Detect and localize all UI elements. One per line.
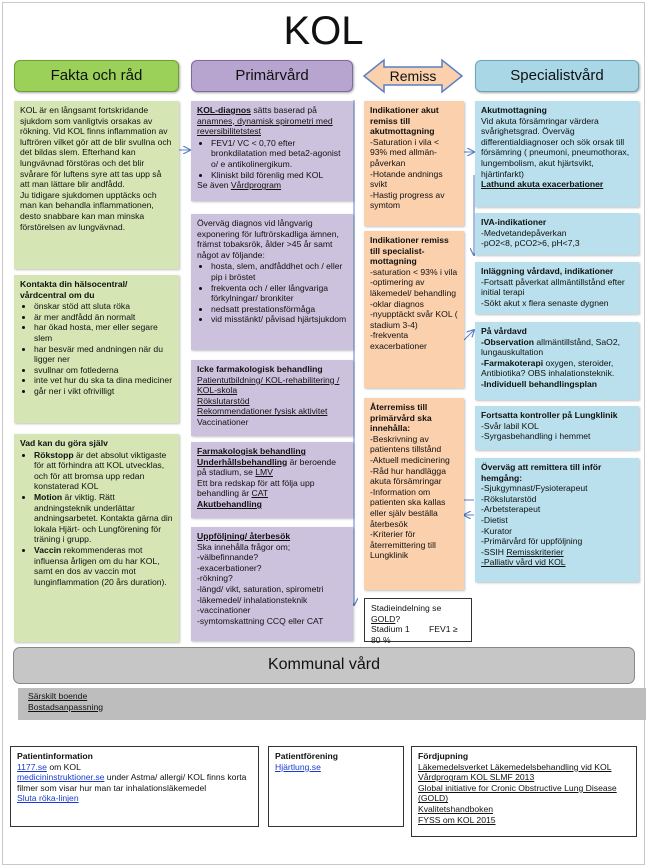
gold-link[interactable]: GOLD [371,613,396,624]
remittera-line: -Dietist [481,514,508,525]
lmv-link[interactable]: LMV [255,467,273,478]
remiss-spec-line: -frekventa exacerbationer [370,330,427,351]
patientinfo-title: Patientinformation [17,751,93,761]
kol-diagnos-link[interactable]: KOL-diagnos [197,105,251,115]
icke-farm-box [191,360,353,436]
vaccin-text: rekommenderas mot influensa årligen om du har KOL, samt en dos av vaccin mot lunginflammation (20 års duration). [34,544,167,587]
remiss-akut-title: Indikationer akut remiss till akutmottagning [370,105,439,137]
remiss-spec-title: Indikationer remiss till specialist-mottagning [370,235,449,267]
aterremiss-line: -Kriterier för återremittering till Lungklinik [370,529,436,561]
fortsatta-line: -Svår labil KOL [481,420,539,431]
remittera-line: -Rökslutarstöd [481,493,537,504]
aterremiss-line: -Beskrivning av patientens tillstånd [370,433,442,455]
fyss-link[interactable]: FYSS om KOL 2015 [418,814,496,825]
stadium-name: Stadium 1 [371,624,410,635]
header-primarvard: Primärvård [191,60,353,92]
pa-vardavd-box [475,322,639,400]
bostadsanpassning-link[interactable]: Bostadsanpassning [28,701,104,712]
inlaggning-line: -Fortsatt påverkat allmäntillstånd efter initial terapi [481,276,625,298]
aterremiss-title: Återremiss till primärvård ska innehålla: [370,402,432,434]
kontakta-list [20,301,173,396]
vaccin-label: Vaccin [34,544,62,555]
kontakta-box [14,275,179,423]
uppfoljning-box [191,527,353,641]
farm-title: Farmakologisk behandling [197,446,306,456]
kontakta-title: Kontakta din hälsocentral/ vårdcentral om du [20,279,128,300]
list-item [34,545,173,587]
gold-initiative-link[interactable]: Global initiative for Cronic Obstructive Lung Disease (GOLD) [418,782,617,804]
uppfoljning-line: -välbefinnande? [197,552,259,563]
patientutbildning-link[interactable]: Patientutbildning/ KOL-rehabilitering / KOL-skola [197,374,340,396]
patientforening-box [268,746,404,827]
remisskriterier-link[interactable]: Remisskriterier [506,546,564,557]
uppfoljning-line: -symtomskattning CCQ eller CAT [197,615,324,626]
list-item: • har ökad hosta, mer eller segare slem [34,322,173,343]
uppfoljning-title: Uppföljning/ återbesök [197,531,291,541]
remiss-spec-line: -nyupptäckt svår KOL ( stadium 3-4) [370,309,458,330]
fordjupning-title: Fördjupning [418,751,469,761]
palliativ-link[interactable]: -Palliativ vård vid KOL [481,557,566,568]
list-item: • frekventa och / eller långvariga förkylningar/ bronkiter [211,283,347,304]
arrow-spec-to-vardavd [464,330,474,340]
farmakoterapi-text: oxygen, steroider, Antibiotika? OBS inhalationsteknik. [481,357,615,379]
pa-vardavd-title: På vårdavd [481,326,527,336]
kol-diagnos-list [197,138,347,180]
remittera-line: -Kurator [481,525,513,536]
remiss-spec-line: -saturation < 93% i vila [370,266,458,277]
list-item: • nedsatt prestationsförmåga [211,304,347,315]
header-specialistvard: Specialistvård [475,60,639,92]
list-item [34,492,173,545]
akutmottagning-box [475,101,639,207]
kommunal-vard-bar: Kommunal vård [13,647,635,684]
remittera-line: -Sjukgymnast/Fysioterapeut [481,483,588,494]
kvalitetshandboken-link[interactable]: Kvalitetshandboken [418,803,494,814]
remiss-spec-line: -optimering av läkemedel/ behandling [370,277,457,298]
akutbehandling-link[interactable]: Akutbehandling [197,498,262,509]
underhall-link[interactable]: Underhållsbehandling [197,456,288,467]
fakta-intro-box [14,101,179,269]
rokstopp-text: är det absolut viktigaste för att förhindra att KOL utvecklas, och för att bromsa upp redan konstaterad KOL [34,449,167,492]
stadium-row [371,624,465,645]
se-aven-text: Se även [197,180,231,191]
list-item: • hosta, slem, andfåddhet och / eller pip i bröstet [211,261,347,282]
overvag-list [197,261,347,325]
overvag-intro: Överväg diagnos vid långvarig exponering för luftrörskadliga ämnen, främst tobaksrök, ålder >45 år samt något av följande: [197,218,339,260]
inlaggning-line: -Sökt akut x flera senaste dygnen [481,297,609,308]
kol-diagnos-box [191,101,353,201]
uppfoljning-line: -vaccinationer [197,605,251,616]
patientforening-title: Patientförening [275,751,339,761]
remiss-akut-line: -Saturation i vila < 93% med allmän-påverkan [370,136,440,168]
kol-diagnos-text: sätts baserad på [250,105,317,115]
kol-diagnos-anamnes: anamnes, dynamisk spirometri med reversibilitetstest [197,115,333,137]
patientinfo-box [10,746,259,827]
list-item: • Kliniskt bild förenlig med KOL [211,170,347,181]
kommunal-links-box [18,688,646,720]
fortsatta-line: -Syrgasbehandling i hemmet [481,431,591,442]
fordjupning-box [411,746,637,837]
list-item: • FEV1/ VC < 0,70 efter bronkdilatation med beta2-agonist o/ e antikolinergikum. [211,138,347,170]
list-item: • svullnar om fotlederna [34,365,173,376]
iva-box [475,213,639,255]
fysisk-aktivitet-link[interactable]: Rekommendationer fysisk aktivitet [197,406,328,417]
cat-link[interactable]: CAT [251,488,269,499]
list-item: • är mer andfådd än normalt [34,312,173,323]
vardprogram-link[interactable]: Vårdprogram [230,180,282,191]
remittera-box [475,458,639,582]
underhall-text: är beroende på stadium, se [197,456,336,478]
inlaggning-title: Inläggning vårdavd, indikationer [481,266,614,276]
remiss-akut-line: -Hastig progress av symtom [370,189,445,211]
aterremiss-line: -Råd hur handlägga akuta försämringar [370,465,446,487]
farmakoterapi-label: -Farmakoterapi [481,357,544,368]
uppfoljning-line: -exacerbationer? [197,562,262,573]
gora-sjalv-list [20,450,173,588]
hjartlung-link[interactable]: Hjärtlung.se [275,761,321,772]
iva-title: IVA-indikationer [481,217,547,227]
aterremiss-line: -Information om patienten ska kallas eller själv beställa återbesök [370,486,446,529]
page-title: KOL [283,9,364,53]
header-fakta: Fakta och råd [14,60,179,92]
list-item: • har besvär med andningen när du ligger ner [34,344,173,365]
aterremiss-box [364,398,464,590]
list-item: • önskar stöd att sluta röka [34,301,173,312]
stadium-intro: Stadieindelning se [371,603,442,613]
vaccinationer-text: Vaccinationer [197,416,249,427]
observation-text: allmäntillstånd, SaO2, lungauskultation [481,336,620,358]
cat-text: Ett bra redskap för att följa upp behandling är [197,477,315,499]
remittera-line: -Primärvård för uppföljning [481,536,583,547]
iva-line: -Medvetandepåverkan [481,227,567,238]
akutmottagning-title: Akutmottagning [481,105,547,115]
remittera-line: -Arbetsterapeut [481,504,541,515]
uppfoljning-line: Ska innehålla frågor om; [197,541,291,552]
remittera-title: Överväg att remittera till inför hemgång: [481,462,602,483]
lathund-link[interactable]: Lathund akuta exacerbationer [481,179,604,190]
farm-box [191,442,353,518]
aterremiss-line: -Aktuell medicinering [370,454,450,465]
uppfoljning-line: -längd/ vikt, saturation, spirometri [197,583,324,594]
rokslutarstod-link[interactable]: Rökslutarstöd [197,395,250,406]
vardprogram-slmf-link[interactable]: Vårdprogram KOL SLMF 2013 [418,772,535,783]
motion-text: är viktig. Rätt andningsteknik underlättar andningsarbetet. Kontakta gärna din lokala Hjärt- och Lungförening för träning i grupp. [34,491,173,545]
fortsatta-title: Fortsatta kontroller på Lungklinik [481,410,618,420]
remiss-akut-line: -Hotande andnings svikt [370,168,443,190]
remiss-akut-box [364,101,464,226]
behandlingsplan-text: -Individuell behandlingsplan [481,378,598,389]
remiss-spec-box [364,231,464,388]
observation-label: -Observation [481,336,535,347]
rokstopp-label: Rökstopp [34,449,74,460]
1177-text: om KOL [46,761,81,772]
1177-link[interactable]: 1177.se [17,761,47,772]
icke-farm-title: Icke farmakologisk behandling [197,364,323,374]
gora-sjalv-box [14,434,179,642]
remiss-spec-line: -oklar diagnos [370,298,424,309]
sluta-roka-link[interactable]: Sluta röka-linjen [17,793,79,804]
stadium-value: FEV1 ≥ 80 % [371,624,458,645]
medicininstruktioner-text: under Astma/ allergi/ KOL finns korta filmer som visar hur man tar inhalationsläkemedel [17,772,247,793]
overvag-box [191,214,353,350]
ssih-text: -SSIH [481,546,507,557]
lakemedelsverket-link[interactable]: Läkemedelsverket Läkemedelsbehandling vid KOL [418,761,612,772]
uppfoljning-line: -rökning? [197,573,233,584]
fortsatta-box [475,406,639,450]
iva-line: -pO2<8, pCO2>6, pH<7,3 [481,238,580,249]
sarskilt-boende-link[interactable]: Särskilt boende [28,691,88,701]
list-item: • inte vet hur du ska ta dina mediciner [34,375,173,386]
list-item [34,450,173,492]
motion-label: Motion [34,491,63,502]
akutmottagning-text: Vid akuta försämringar värdera svårighetsgrad. Överväg differentialdiagnoser och sök orsak till försämring ( pneumoni, pneumothorax, lungembolism, akut hjärtsvikt, hjärtinfarkt) [481,115,630,179]
stadium-box [364,598,472,645]
inlaggning-box [475,262,639,314]
medicininstruktioner-link[interactable]: medicininstruktioner.se [17,772,105,783]
uppfoljning-line: -läkemedel/ inhalationsteknik [197,594,308,605]
list-item: • vid misstänkt/ påvisad hjärtsjukdom [211,314,347,325]
list-item: • går ner i vikt ofrivilligt [34,386,173,397]
stadium-suffix: ? [395,613,401,624]
fakta-intro-text-2: Ju tidigare sjukdomen upptäcks och man kan behandla inflammationen, desto snabbare kan man minska förstörelsen av lungvävnad. [20,189,157,232]
header-remiss: Remiss [389,68,437,84]
fakta-intro-text-1: KOL är en långsamt fortskridande sjukdom som vanligtvis orsakas av rökning. Vid KOL finns inflammation av luftrören vilket gör att de blir svullna och det bildas slem. Efterhand kan lungvävnad förstöras och det blir svårare för luftens syre att tas upp så att man lättare blir andfådd. [20,105,172,190]
gora-sjalv-title: Vad kan du göra själv [20,438,108,448]
